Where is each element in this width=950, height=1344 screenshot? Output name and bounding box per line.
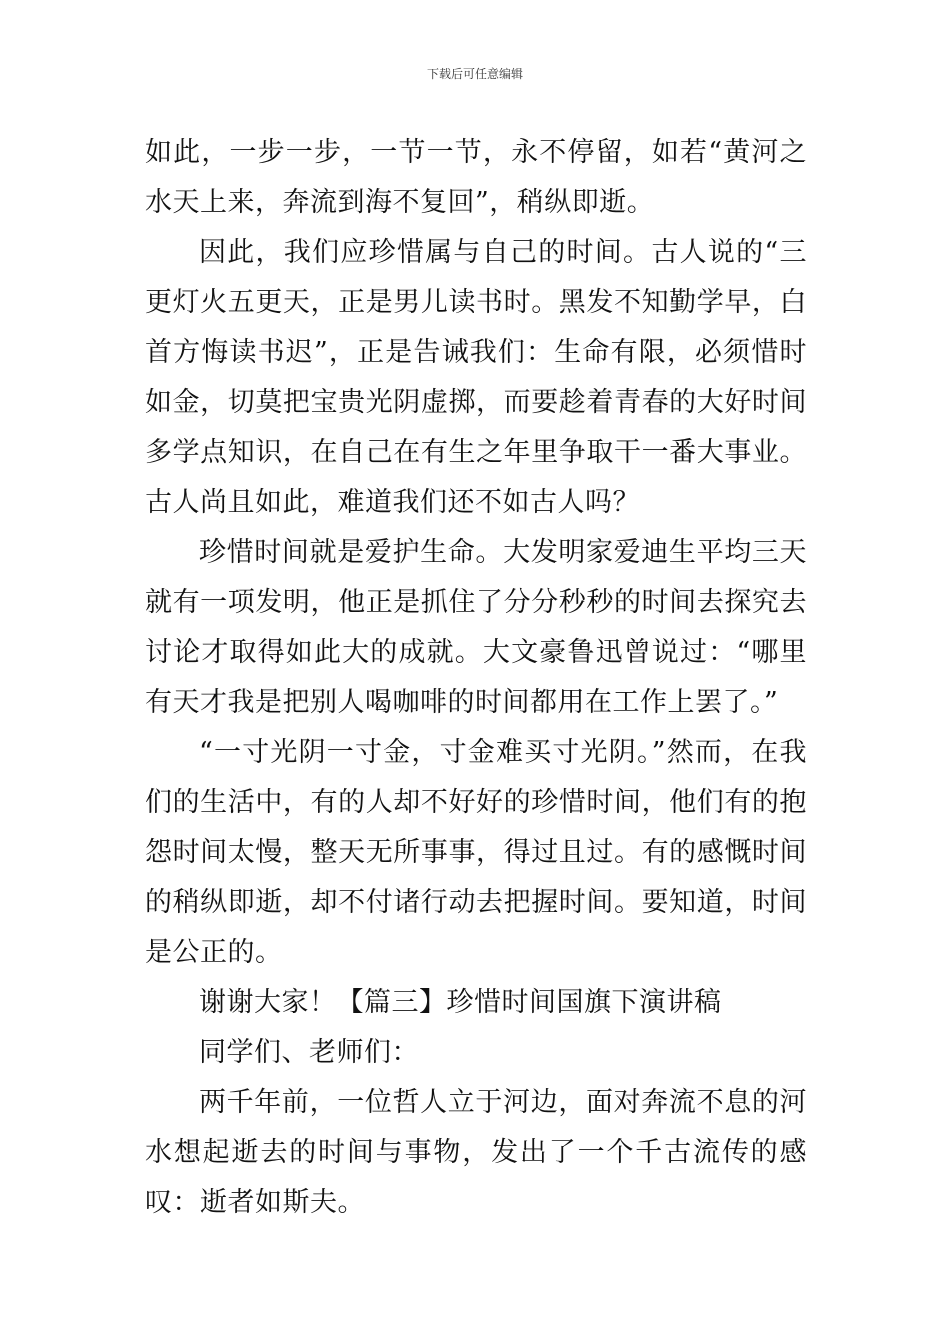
paragraph-2: 因此，我们应珍惜属与自己的时间。古人说的“三更灯火五更天，正是男儿读书时。黑发不知勤学早，白首方悔读书迟”，正是告诫我们：生命有限，必须惜时如金，切莫把宝贵光阴虚掷，而要趁着青春的大好时间多学点知识，在自己在有生之年里争取干一番大事业。古人尚且如此，难道我们还不如古人吗？ (145, 237, 807, 518)
salutation: 同学们、老师们： (199, 1037, 419, 1068)
paragraph-4: “一寸光阴一寸金，寸金难买寸光阴。”然而，在我们的生活中，有的人却不好好的珍惜时间，他们有的抱怨时间太慢，整天无所事事，得过且过。有的感慨时间的稍纵即逝，却不付诸行动去把握时间。要知道，时间是公正的。 (145, 737, 807, 968)
document-body (145, 128, 807, 1228)
paragraph-1: 如此，一步一步，一节一节，永不停留，如若“黄河之水天上来，奔流到海不复回”，稍纵即逝。 (145, 137, 807, 218)
paragraph-3: 珍惜时间就是爱护生命。大发明家爱迪生平均三天就有一项发明，他正是抓住了分分秒秒的时间去探究去讨论才取得如此大的成就。大文豪鲁迅曾说过：“哪里有天才我是把别人喝咖啡的时间都用在工作上罢了。” (145, 537, 807, 718)
section-heading: 谢谢大家！【篇三】珍惜时间国旗下演讲稿 (199, 987, 722, 1018)
paragraph-5: 两千年前，一位哲人立于河边，面对奔流不息的河水想起逝去的时间与事物，发出了一个千古流传的感叹：逝者如斯夫。 (145, 1087, 807, 1218)
page-header: 下载后可任意编辑 (426, 67, 523, 81)
